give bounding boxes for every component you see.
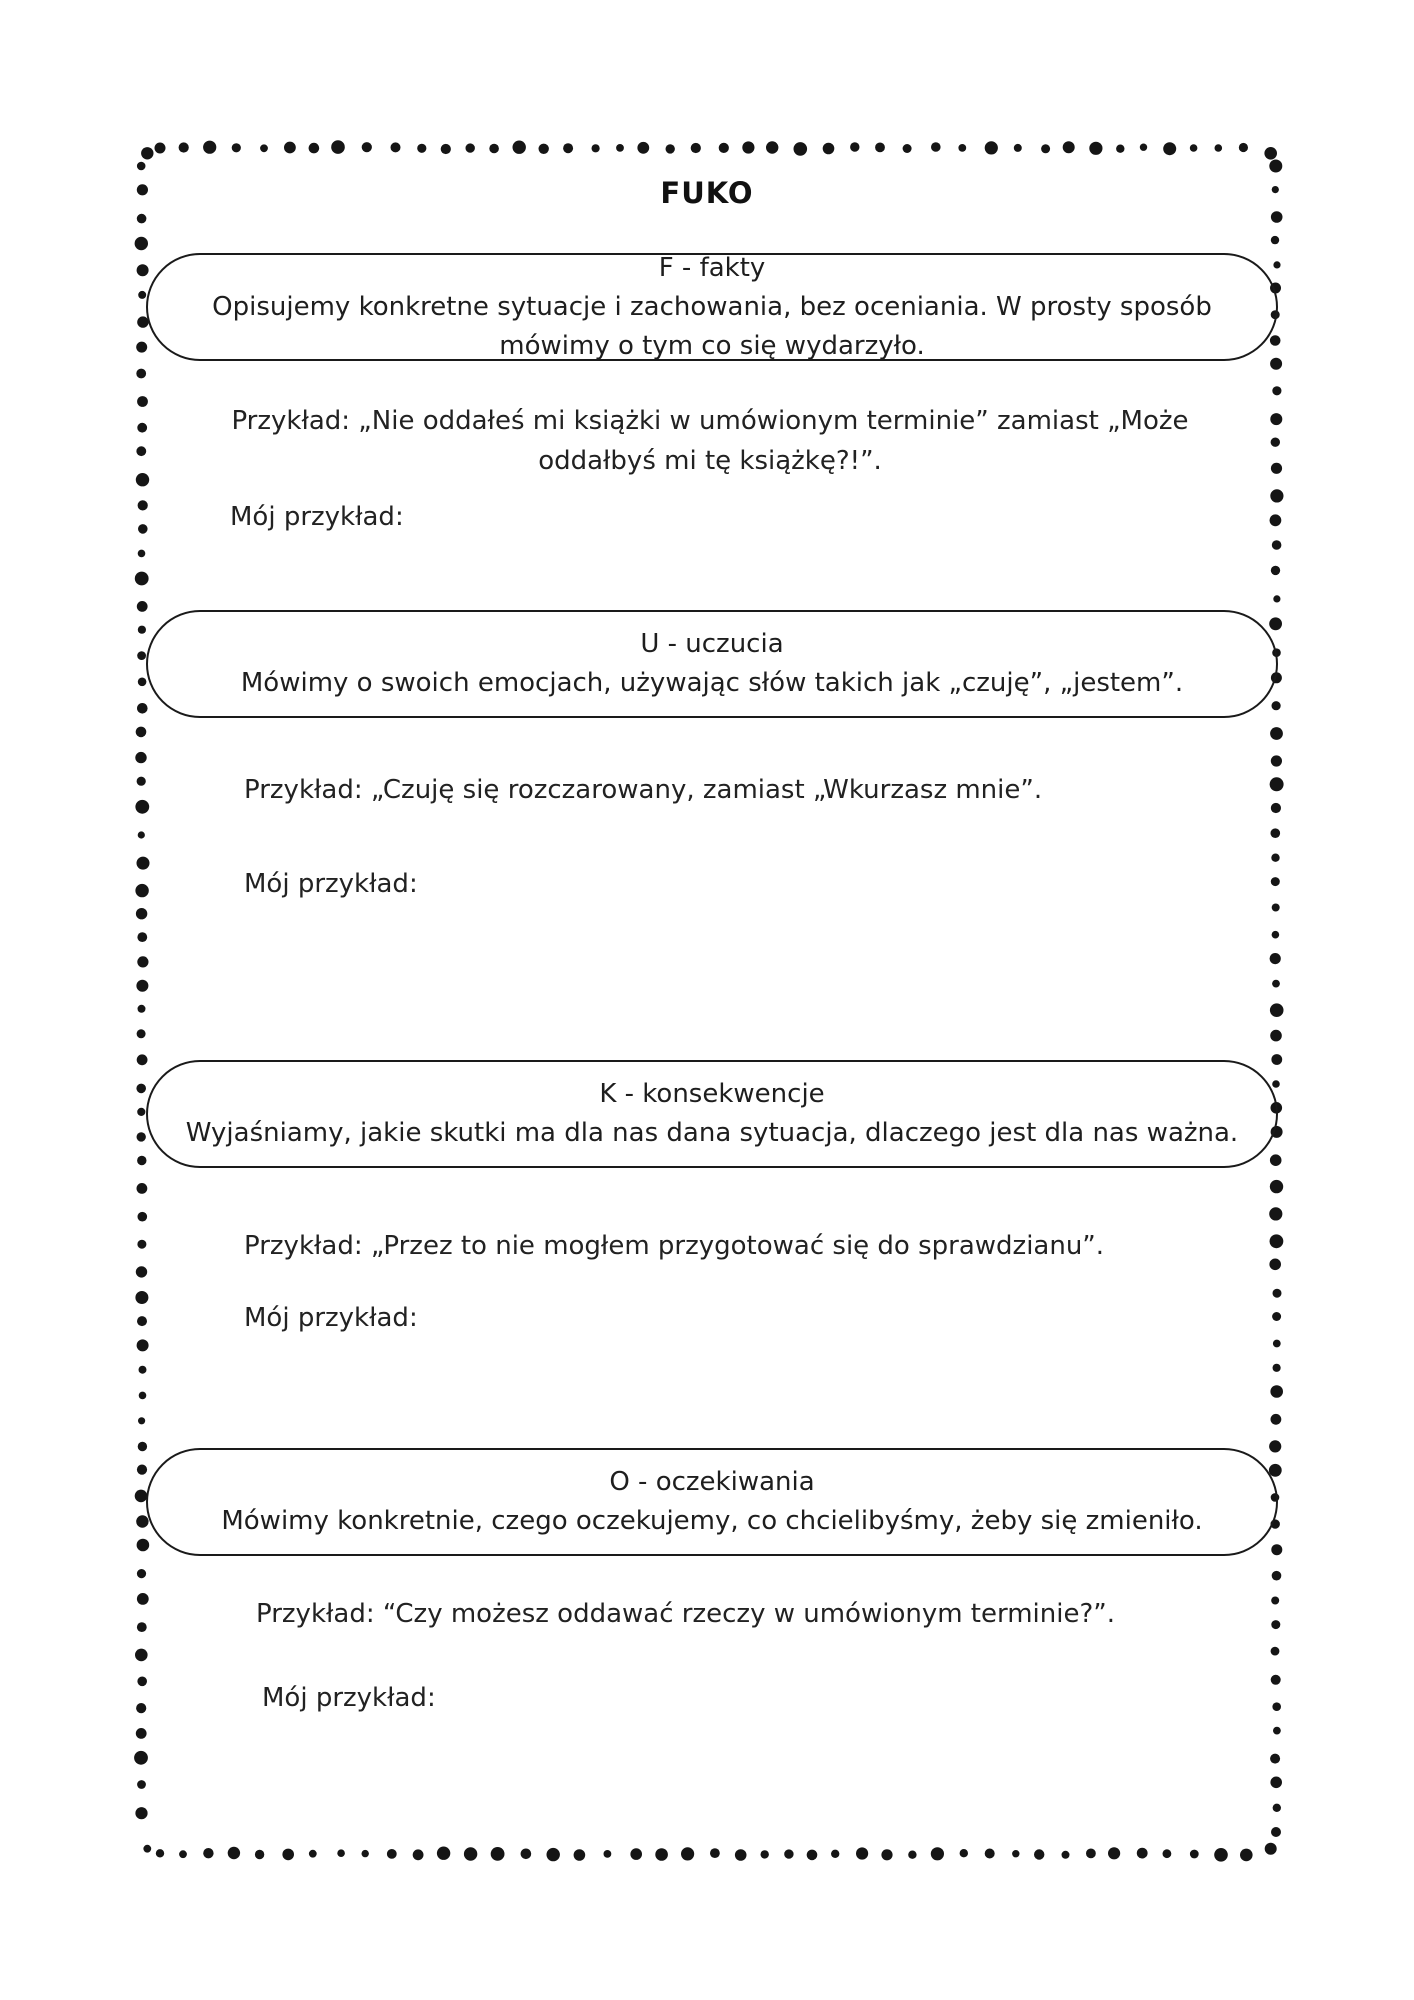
section-description: Mówimy konkretnie, czego oczekujemy, co chcielibyśmy, żeby się zmieniło. (221, 1506, 1203, 1536)
frame-dot (985, 141, 998, 154)
frame-dot (521, 1849, 532, 1860)
frame-dot (1270, 1180, 1283, 1193)
frame-dot (1270, 514, 1282, 526)
frame-dot (1086, 1849, 1096, 1859)
frame-dot (807, 1850, 818, 1861)
frame-dot (1270, 413, 1282, 425)
frame-dot (137, 162, 146, 171)
example-text: Przykład: „Nie oddałeś mi książki w umówionym terminie” zamiast „Może oddałbyś mi tę książkę?!”. (231, 406, 1189, 476)
frame-dot (137, 651, 146, 660)
frame-dot (134, 1751, 148, 1765)
frame-dot (1041, 144, 1050, 153)
frame-dot (1270, 777, 1284, 791)
section-description: Mówimy o swoich emocjach, używając słów takich jak „czuję”, „jestem”. (240, 668, 1184, 698)
frame-dot (135, 237, 148, 250)
frame-dot (232, 143, 241, 152)
frame-dot (691, 143, 701, 153)
frame-dot (136, 1266, 147, 1277)
frame-dot (1215, 144, 1223, 152)
section-header-consequences (146, 1060, 1278, 1168)
frame-dot (203, 1848, 213, 1858)
frame-dot (137, 1539, 150, 1552)
frame-dot (1271, 1620, 1280, 1629)
frame-dot (143, 1845, 151, 1853)
frame-dot (1089, 142, 1102, 155)
frame-dot (179, 1850, 187, 1858)
frame-dot (362, 142, 372, 152)
frame-dot (1272, 1080, 1280, 1088)
frame-dot (137, 1622, 147, 1632)
frame-dot (547, 1848, 560, 1861)
frame-dot (1272, 1312, 1281, 1321)
frame-dot (136, 342, 147, 353)
frame-dot (464, 1847, 477, 1860)
frame-dot (309, 143, 320, 154)
frame-dot (136, 473, 149, 486)
frame-dot (138, 524, 148, 534)
frame-dot (137, 1156, 146, 1165)
frame-dot (137, 932, 147, 942)
frame-dot (539, 144, 549, 154)
frame-dot (141, 147, 153, 159)
frame-dot (137, 1183, 148, 1194)
frame-dot (179, 142, 189, 152)
my-example-label: Mój przykład: (244, 869, 418, 899)
frame-dot (1163, 1849, 1172, 1858)
frame-dot (1270, 358, 1282, 370)
frame-dot (137, 857, 150, 870)
frame-dot (138, 831, 145, 838)
frame-dot (137, 214, 147, 224)
frame-dot (831, 1850, 839, 1858)
frame-dot (1273, 261, 1280, 268)
frame-dot (309, 1850, 317, 1858)
frame-dot (903, 144, 912, 153)
frame-dot (1272, 701, 1281, 710)
frame-dot (137, 396, 148, 407)
frame-dot (1270, 489, 1283, 502)
frame-dot (1272, 540, 1282, 550)
frame-dot (875, 143, 885, 153)
frame-dot (710, 1848, 720, 1858)
frame-dot (784, 1849, 793, 1858)
frame-dot (138, 626, 146, 634)
frame-dot (794, 142, 808, 156)
frame-dot (136, 446, 146, 456)
frame-dot (1272, 386, 1281, 395)
example-text: Przykład: „Czuję się rozczarowany, zamiast „Wkurzasz mnie”. (244, 775, 1043, 805)
frame-dot (719, 143, 729, 153)
frame-dot (1270, 1003, 1284, 1017)
frame-dot (1163, 142, 1176, 155)
frame-dot (137, 1054, 148, 1065)
frame-dot (958, 144, 966, 152)
frame-dot (437, 1847, 450, 1860)
section-description: Wyjaśniamy, jakie skutki ma dla nas dana sytuacja, dlaczego jest dla nas ważna. (185, 1118, 1239, 1148)
frame-dot (138, 1442, 147, 1451)
frame-dot (1271, 566, 1280, 575)
frame-dot (761, 1850, 769, 1858)
frame-dot (155, 143, 166, 154)
frame-dot (1270, 953, 1281, 964)
frame-dot (1240, 1849, 1253, 1862)
section-heading: F - fakty (658, 252, 766, 283)
frame-dot (203, 141, 216, 154)
frame-dot (1264, 147, 1277, 160)
frame-dot (135, 752, 146, 763)
frame-dot (137, 1240, 146, 1249)
frame-dot (136, 1728, 147, 1739)
frame-dot (136, 1515, 148, 1527)
frame-dot (1190, 144, 1198, 152)
frame-dot (1272, 1571, 1282, 1581)
frame-dot (1063, 141, 1075, 153)
frame-dot (1271, 438, 1280, 447)
frame-dot (850, 142, 859, 151)
my-example-label: Mój przykład: (230, 502, 404, 532)
frame-dot (1273, 1289, 1282, 1298)
frame-dot (137, 777, 146, 786)
frame-dot (1012, 1850, 1019, 1857)
frame-dot (138, 1212, 148, 1222)
frame-dot (138, 678, 147, 687)
my-example-label: Mój przykład: (262, 1683, 436, 1713)
frame-dot (135, 884, 148, 897)
frame-dot (138, 500, 148, 510)
frame-dot (637, 142, 649, 154)
frame-dot (337, 1849, 345, 1857)
frame-dot (255, 1850, 264, 1859)
frame-dot (466, 143, 475, 152)
section-header-facts (146, 253, 1278, 361)
frame-dot (1190, 1850, 1199, 1859)
frame-dot (137, 1677, 147, 1687)
frame-dot (137, 1029, 146, 1038)
frame-dot (908, 1851, 916, 1859)
frame-dot (137, 1593, 149, 1605)
frame-dot (138, 550, 146, 558)
frame-dot (630, 1848, 642, 1860)
frame-dot (138, 291, 146, 299)
section-heading: U - uczucia (640, 629, 784, 659)
page-title: FUKO (660, 176, 754, 210)
frame-dot (960, 1849, 968, 1857)
frame-dot (1270, 1030, 1282, 1042)
my-example-label: Mój przykład: (244, 1303, 418, 1333)
frame-dot (985, 1849, 995, 1859)
frame-dot (1271, 1544, 1282, 1555)
frame-dot (136, 1084, 146, 1094)
frame-dot (1271, 1414, 1282, 1425)
frame-dot (156, 1849, 164, 1857)
frame-dot (136, 1703, 146, 1713)
frame-dot (137, 1569, 146, 1578)
frame-dot (135, 1807, 147, 1819)
frame-dot (823, 143, 835, 155)
frame-dot (1273, 1804, 1281, 1812)
frame-dot (1265, 1843, 1277, 1855)
frame-dot (1273, 1340, 1281, 1348)
frame-dot (139, 1392, 147, 1400)
frame-dot (1271, 755, 1282, 766)
frame-dot (137, 1339, 149, 1351)
frame-dot (1270, 1754, 1280, 1764)
frame-dot (1271, 1054, 1282, 1065)
frame-dot (362, 1850, 369, 1857)
frame-dot (881, 1849, 892, 1860)
frame-dot (1270, 335, 1281, 346)
frame-dot (228, 1847, 240, 1859)
frame-dot (138, 1005, 146, 1013)
section-header-feelings (146, 610, 1278, 718)
frame-dot (1214, 1848, 1228, 1862)
section-heading: O - oczekiwania (609, 1467, 815, 1497)
frame-dot (655, 1848, 668, 1861)
frame-dot (1271, 1675, 1281, 1685)
frame-dot (1270, 727, 1283, 740)
frame-dot (856, 1847, 868, 1859)
frame-dot (139, 1366, 147, 1374)
frame-dot (1271, 877, 1280, 886)
frame-dot (563, 143, 573, 153)
frame-dot (1270, 1234, 1284, 1248)
frame-dot (931, 1847, 944, 1860)
frame-dot (135, 800, 149, 814)
frame-dot (260, 144, 268, 152)
frame-dot (387, 1849, 397, 1859)
frame-dot (1270, 1154, 1282, 1166)
frame-dot (735, 1849, 747, 1861)
frame-dot (136, 980, 148, 992)
frame-dot (574, 1849, 586, 1861)
frame-dot (604, 1850, 612, 1858)
frame-dot (1271, 1827, 1281, 1837)
frame-dot (137, 956, 148, 967)
frame-dot (1273, 595, 1280, 602)
frame-dot (742, 141, 754, 153)
frame-dot (1272, 931, 1280, 939)
frame-dot (413, 1849, 424, 1860)
frame-dot (1271, 1647, 1280, 1656)
frame-dot (137, 1316, 147, 1326)
frame-dot (491, 1847, 505, 1861)
frame-dot (136, 369, 146, 379)
frame-dot (489, 144, 499, 154)
frame-dot (666, 144, 675, 153)
frame-dot (1273, 1727, 1281, 1735)
section-heading: K - konsekwencje (599, 1079, 825, 1109)
frame-dot (1269, 1207, 1282, 1220)
frame-dot (681, 1847, 694, 1860)
frame-dot (135, 1649, 148, 1662)
frame-dot (417, 144, 426, 153)
frame-dot (137, 1108, 145, 1116)
frame-dot (137, 423, 147, 433)
frame-dot (137, 264, 149, 276)
frame-dot (1271, 463, 1282, 474)
frame-dot (391, 142, 401, 152)
frame-dot (1269, 1259, 1281, 1271)
section-description: Opisujemy konkretne sytuacje i zachowania, bez oceniania. W prosty sposób mówimy o tym co się wydarzyło. (212, 291, 1212, 361)
frame-dot (1108, 1847, 1120, 1859)
frame-dot (282, 1849, 294, 1861)
frame-dot (1273, 1364, 1281, 1372)
frame-dot (1271, 236, 1279, 244)
frame-dot (1140, 144, 1147, 151)
frame-dot (137, 1465, 147, 1475)
frame-dot (1270, 1385, 1283, 1398)
frame-dot (1014, 144, 1022, 152)
frame-dot (1034, 1849, 1044, 1859)
frame-dot (592, 144, 600, 152)
frame-dot (135, 572, 149, 586)
section-header-expectations (146, 1448, 1278, 1556)
frame-dot (137, 601, 148, 612)
frame-dot (1272, 980, 1280, 988)
frame-dot (284, 142, 296, 154)
frame-dot (1116, 145, 1124, 153)
frame-dot (1239, 143, 1248, 152)
frame-dot (136, 908, 147, 919)
frame-dot (1272, 904, 1280, 912)
frame-dot (1271, 854, 1279, 862)
frame-dot (1269, 617, 1282, 630)
frame-dot (441, 144, 451, 154)
frame-dot (1272, 1702, 1281, 1711)
frame-dot (1271, 1597, 1279, 1605)
frame-dot (931, 142, 941, 152)
frame-dot (137, 703, 148, 714)
example-text: Przykład: „Przez to nie mogłem przygotować się do sprawdzianu”. (244, 1231, 1105, 1261)
frame-dot (135, 1291, 148, 1304)
frame-dot (1269, 160, 1282, 173)
frame-dot (1062, 1851, 1070, 1859)
frame-dot (1271, 803, 1281, 813)
frame-dot (1269, 1440, 1281, 1452)
frame-dot (137, 1132, 146, 1141)
example-text: Przykład: “Czy możesz oddawać rzeczy w umówionym terminie?”. (256, 1599, 1116, 1629)
frame-dot (1270, 1777, 1282, 1789)
frame-dot (513, 141, 526, 154)
frame-dot (1137, 1848, 1148, 1859)
frame-dot (136, 727, 147, 738)
frame-dot (331, 140, 345, 154)
frame-dot (766, 141, 778, 153)
frame-dot (137, 1780, 146, 1789)
frame-dot (616, 144, 624, 152)
frame-dot (138, 1417, 145, 1424)
frame-dot (1271, 828, 1281, 838)
frame-dot (1271, 211, 1283, 223)
